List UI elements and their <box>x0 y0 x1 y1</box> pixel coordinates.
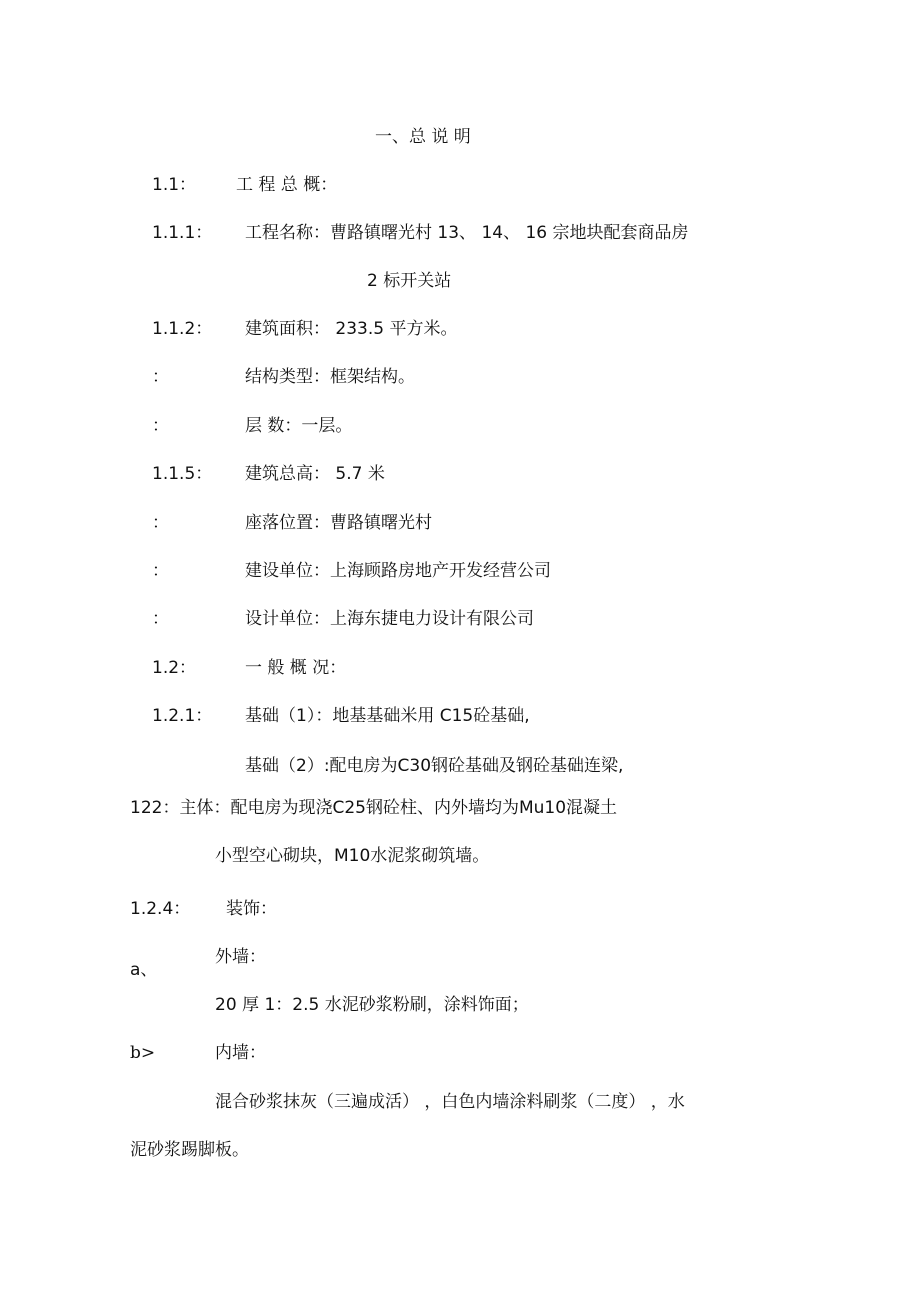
item-number: 1.2.4： <box>130 899 191 919</box>
item-number: 1.1.1： <box>152 223 213 243</box>
section-heading: 一 般 概 况： <box>245 658 347 678</box>
foundation-1: 基础（1）：地基基础米用 C15砼基础, <box>245 706 530 726</box>
section-heading: 工 程 总 概： <box>236 175 338 195</box>
section-number: 1.2： <box>152 658 197 678</box>
interior-wall-detail: 混合砂浆抹灰（三遍成活） ，白色内墙涂料刷浆（二度） ，水 <box>215 1092 685 1112</box>
design-unit: 设计单位：上海东捷电力设计有限公司 <box>245 609 534 629</box>
main-structure-continuation: 小型空心砌块，M10水泥浆砌筑墙。 <box>215 846 490 866</box>
foundation-2: 基础（2）:配电房为C30钢砼基础及钢砼基础连梁, <box>245 756 624 776</box>
item-number: ： <box>152 513 169 533</box>
structure-type: 结构类型：框架结构。 <box>245 367 415 387</box>
decoration-heading: 装饰： <box>226 899 277 919</box>
interior-wall-detail-continuation: 泥砂浆踢脚板。 <box>130 1140 249 1160</box>
list-marker: b> <box>130 1043 156 1063</box>
project-name-continuation: 2 标开关站 <box>367 271 452 291</box>
exterior-wall-heading: 外墙： <box>215 947 266 967</box>
item-number: ： <box>152 367 169 387</box>
item-number: 1.1.5： <box>152 464 213 484</box>
floor-count: 层 数：一层。 <box>245 416 353 436</box>
list-marker: a、 <box>130 960 158 980</box>
item-number: 1.1.2： <box>152 319 213 339</box>
construction-unit: 建设单位：上海顾路房地产开发经营公司 <box>245 561 551 581</box>
item-number: ： <box>152 561 169 581</box>
item-number: 1.2.1： <box>152 706 213 726</box>
building-area: 建筑面积： 233.5 平方米。 <box>245 319 458 339</box>
project-name: 工程名称：曹路镇曙光村 13、 14、 16 宗地块配套商品房 <box>245 223 689 243</box>
building-height: 建筑总高： 5.7 米 <box>245 464 385 484</box>
item-number: ： <box>152 416 169 436</box>
location: 座落位置：曹路镇曙光村 <box>245 513 432 533</box>
main-structure: 122：主体：配电房为现浇C25钢砼柱、内外墙均为Mu10混凝土 <box>130 798 618 818</box>
item-number: ： <box>152 609 169 629</box>
section-number: 1.1： <box>152 175 197 195</box>
interior-wall-heading: 内墙： <box>215 1043 266 1063</box>
page-title: 一、总 说 明 <box>375 127 471 147</box>
exterior-wall-detail: 20 厚 1：2.5 水泥砂浆粉刷，涂料饰面； <box>215 995 529 1015</box>
